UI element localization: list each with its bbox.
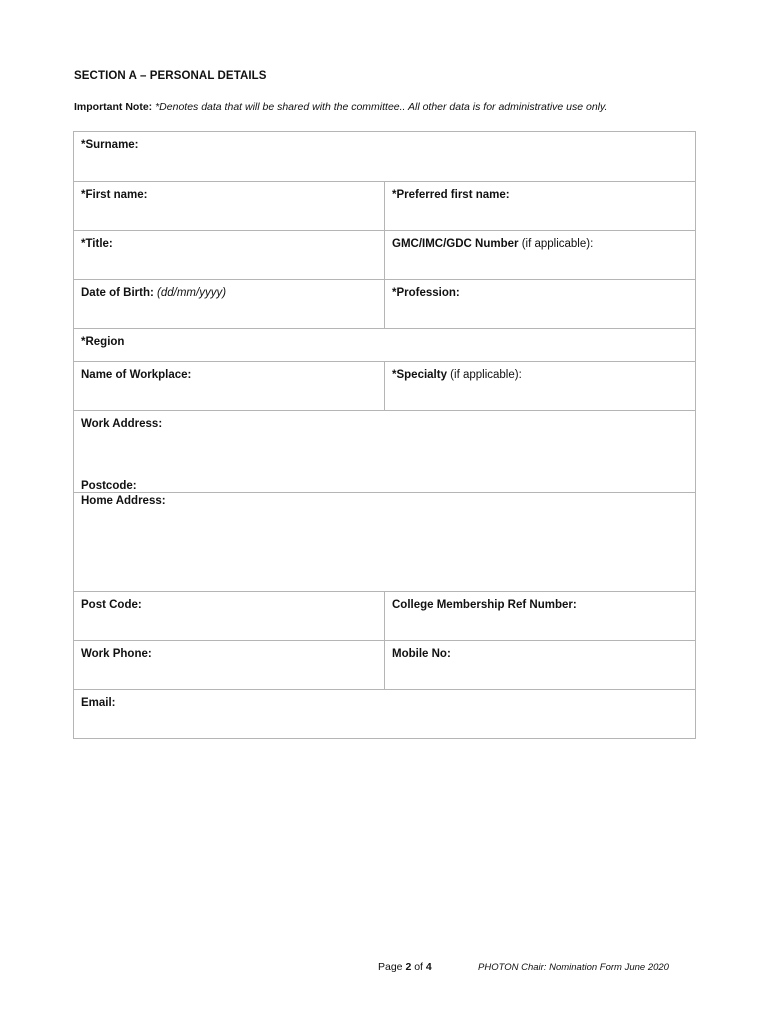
surname-field[interactable] [74, 132, 695, 181]
form-row-postcode [74, 592, 695, 641]
post-code-label: Post Code: [81, 599, 142, 611]
email-field[interactable] [74, 690, 695, 738]
important-note-text: *Denotes data that will be shared with the committee.. All other data is for administrative use only. [155, 101, 608, 113]
important-note [74, 101, 607, 113]
title-field[interactable] [74, 231, 385, 279]
form-row-region [74, 329, 695, 362]
preferred-first-name-label: *Preferred first name: [392, 189, 510, 201]
first-name-label: *First name: [81, 189, 148, 201]
mobile-field[interactable] [385, 641, 695, 689]
email-label: Email: [81, 697, 116, 709]
first-name-field[interactable] [74, 182, 385, 230]
work-phone-label: Work Phone: [81, 648, 152, 660]
form-row-title [74, 231, 695, 280]
profession-field[interactable] [385, 280, 695, 328]
form-row-home-address [74, 493, 695, 592]
specialty-hint: (if applicable): [446, 369, 522, 381]
form-row-names [74, 182, 695, 231]
specialty-field[interactable] [385, 362, 695, 410]
form-row-phones [74, 641, 695, 690]
workplace-field[interactable] [74, 362, 385, 410]
page-of: of [411, 961, 426, 973]
region-field[interactable] [74, 329, 695, 361]
form-row-workplace [74, 362, 695, 411]
page-number [378, 961, 432, 973]
form-row-work-address [74, 411, 695, 493]
gmc-number-field[interactable] [385, 231, 695, 279]
date-of-birth-field[interactable] [74, 280, 385, 328]
important-note-label: Important Note: [74, 101, 153, 113]
form-row-dob [74, 280, 695, 329]
home-address-label: Home Address: [81, 495, 166, 507]
work-address-label: Work Address: [81, 418, 163, 430]
title-label: *Title: [81, 238, 113, 250]
workplace-label: Name of Workplace: [81, 369, 192, 381]
profession-label: *Profession: [392, 287, 460, 299]
work-address-field[interactable] [74, 411, 695, 492]
college-ref-field[interactable] [385, 592, 695, 640]
preferred-first-name-field[interactable] [385, 182, 695, 230]
surname-label: *Surname: [81, 139, 139, 151]
document-name: PHOTON Chair: Nomination Form June 2020 [478, 962, 669, 973]
post-code-field[interactable] [74, 592, 385, 640]
personal-details-form [73, 131, 696, 739]
form-row-surname [74, 132, 695, 182]
specialty-label: *Specialty [392, 369, 447, 381]
page-prefix: Page [378, 961, 406, 973]
page-current: 2 [405, 961, 412, 973]
work-postcode-label: Postcode: [81, 480, 137, 492]
college-ref-label: College Membership Ref Number: [392, 599, 577, 611]
home-address-field[interactable] [74, 493, 695, 591]
gmc-number-hint: (if applicable): [518, 238, 594, 250]
page-total: 4 [425, 961, 432, 973]
date-of-birth-label: Date of Birth: [81, 287, 154, 299]
region-label: *Region [81, 336, 125, 348]
section-title: SECTION A – PERSONAL DETAILS [74, 70, 267, 82]
mobile-label: Mobile No: [392, 648, 451, 660]
gmc-number-label: GMC/IMC/GDC Number [392, 238, 519, 250]
date-of-birth-format: (dd/mm/yyyy) [153, 287, 227, 299]
form-row-email [74, 690, 695, 739]
work-phone-field[interactable] [74, 641, 385, 689]
